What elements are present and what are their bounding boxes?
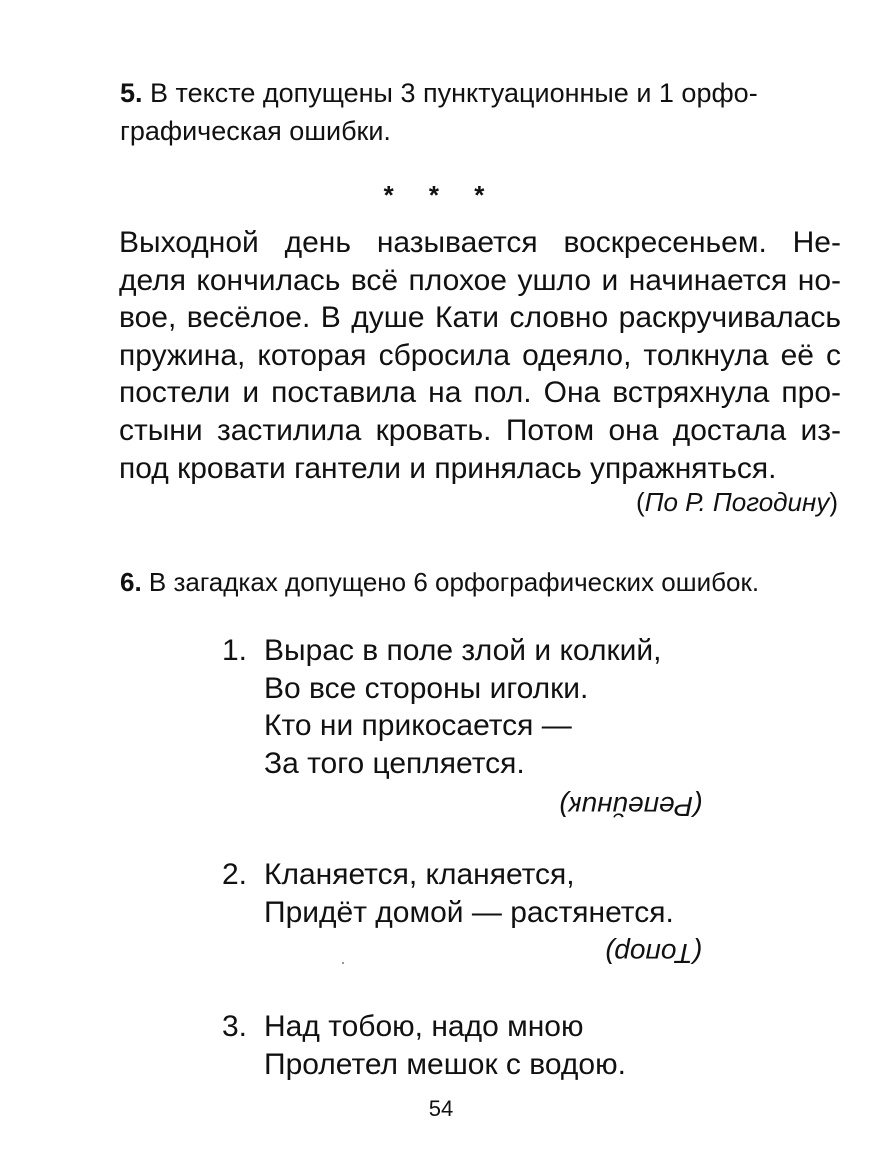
riddle-2-answer: (Топор) bbox=[605, 938, 702, 969]
task-5-text-line2: графическая ошибки. bbox=[120, 116, 391, 146]
riddle-3 bbox=[222, 1008, 626, 1083]
attribution-text: По Р. Погодину bbox=[644, 487, 830, 517]
riddle-2-answer-text: Топор bbox=[614, 938, 693, 969]
task-5-text-line1: В тексте допущены 3 пунктуационные и 1 орфо- bbox=[150, 78, 758, 108]
task-6 bbox=[120, 564, 759, 600]
task-6-number: 6. bbox=[120, 567, 142, 597]
passage-line: под кровати гантели и принялась упражняться. bbox=[119, 451, 777, 485]
passage-line: вое, весёлое. В душе Кати словно раскручивалась bbox=[119, 301, 841, 335]
riddle-2 bbox=[222, 856, 674, 931]
passage-line: стыни застилила кровать. Потом она достала из- bbox=[119, 413, 841, 447]
passage-line: постели и поставила на пол. Она встряхнула про- bbox=[119, 376, 841, 410]
page-number: 54 bbox=[428, 1096, 454, 1121]
task-6-text: В загадках допущено 6 орфографических ошибок. bbox=[148, 567, 760, 597]
task-5 bbox=[120, 74, 758, 150]
riddle-line: За того цепляется. bbox=[264, 746, 525, 780]
passage-attribution: (По Р. Погодину) bbox=[635, 487, 838, 517]
riddle-line: Кто ни прикосается — bbox=[264, 709, 572, 742]
riddle-1 bbox=[222, 632, 661, 782]
passage-line: пружина, которая сбросила одеяло, толкнула её с bbox=[119, 338, 841, 372]
riddle-line: Кланяется, кланяется, bbox=[264, 858, 575, 891]
print-speck bbox=[342, 962, 344, 964]
passage bbox=[119, 224, 841, 487]
riddle-1-answer-text: Репейник bbox=[567, 791, 693, 822]
riddle-line: Над тобою, надо мною bbox=[264, 1010, 584, 1043]
riddle-line: Вырас в поле злой и колкий, bbox=[264, 634, 662, 667]
passage-line: Выходной день называется воскресеньем. Не- bbox=[119, 226, 841, 259]
riddle-number: 1. bbox=[222, 634, 248, 667]
riddle-line: Во все стороны иголки. bbox=[264, 671, 589, 705]
riddle-line: Пролетел мешок с водою. bbox=[264, 1047, 626, 1081]
task-5-number: 5. bbox=[120, 78, 143, 108]
riddle-number: 2. bbox=[222, 858, 248, 891]
riddle-number: 3. bbox=[222, 1010, 248, 1043]
section-separator: * * * bbox=[383, 180, 499, 210]
passage-line: деля кончилась всё плохое ушло и начинается но- bbox=[119, 263, 841, 297]
riddle-1-answer: (Репейник) bbox=[558, 791, 702, 822]
riddle-line: Придёт домой — растянется. bbox=[264, 895, 674, 929]
